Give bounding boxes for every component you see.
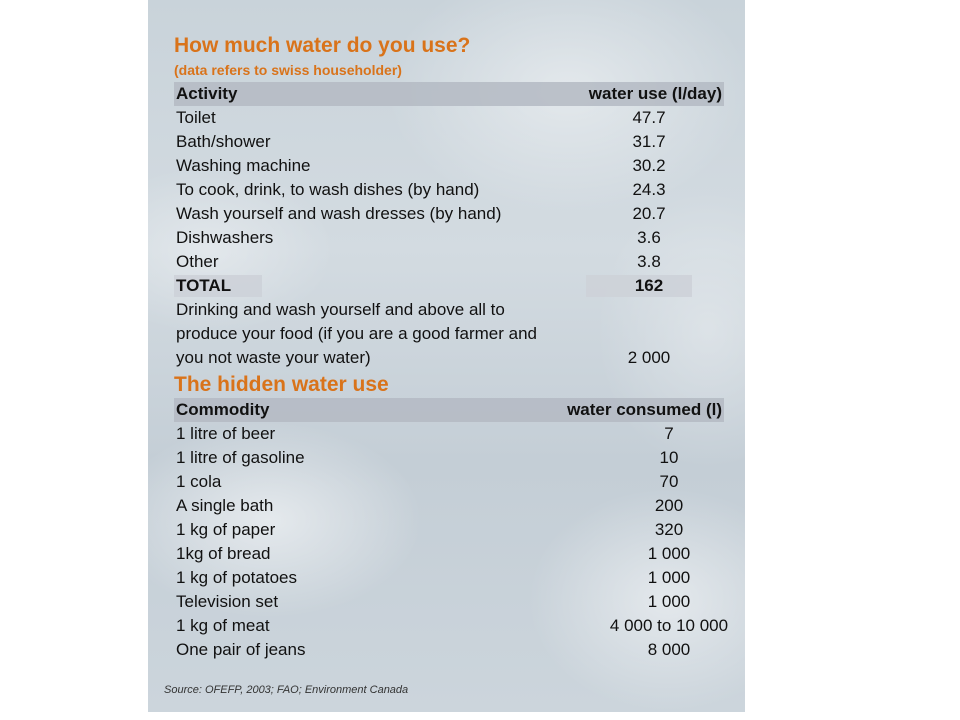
row-label: 1 kg of potatoes (176, 568, 297, 587)
row-label: Bath/shower (176, 132, 271, 151)
row-value: 1 000 (647, 544, 691, 563)
row-label: 1 cola (176, 472, 222, 491)
source-note: Source: OFEFP, 2003; FAO; Environment Canada (164, 684, 409, 696)
row-value: 10 (659, 448, 679, 467)
header-water-use: water use (l/day) (588, 84, 722, 103)
row-value: 30.2 (632, 156, 666, 175)
row-label: Other (176, 252, 219, 271)
slide-panel (148, 0, 745, 712)
table-row (174, 446, 724, 470)
row-label: To cook, drink, to wash dishes (by hand) (176, 180, 480, 199)
extra-row (174, 298, 724, 370)
page-subtitle: (data refers to swiss householder) (174, 62, 402, 78)
table-row (174, 154, 724, 178)
table-header (174, 398, 724, 422)
table-row (174, 590, 724, 614)
page-title: How much water do you use? (174, 34, 471, 57)
row-value: 1 000 (647, 592, 691, 611)
row-value: 47.7 (632, 108, 666, 127)
row-label: 1 litre of beer (176, 424, 276, 443)
row-label: 1 litre of gasoline (176, 448, 305, 467)
table-row (174, 178, 724, 202)
row-value: 31.7 (632, 132, 666, 151)
total-row (174, 274, 724, 298)
row-value: 3.8 (637, 252, 661, 271)
extra-value: 2 000 (627, 348, 671, 367)
row-value: 4 000 to 10 000 (609, 616, 729, 635)
table-row (174, 106, 724, 130)
table-row (174, 542, 724, 566)
row-label: Television set (176, 592, 279, 611)
table-row (174, 614, 729, 638)
table-body (174, 422, 729, 662)
row-label: Wash yourself and wash dresses (by hand) (176, 204, 502, 223)
row-label: Washing machine (176, 156, 311, 175)
table-row (174, 226, 724, 250)
row-label: 1 kg of meat (176, 616, 270, 635)
row-value: 3.6 (637, 228, 661, 247)
content (174, 32, 729, 662)
row-label: One pair of jeans (176, 640, 306, 659)
extra-label: Drinking and wash yourself and above all to produce your food (if you are a good farmer and you not waste your water) (176, 300, 537, 367)
table-row (174, 518, 724, 542)
table-row (174, 250, 724, 274)
table-header (174, 82, 724, 106)
water-use-table (174, 82, 724, 370)
section-title-hidden-water: The hidden water use (174, 373, 389, 396)
row-value: 1 000 (647, 568, 691, 587)
row-label: Toilet (176, 108, 216, 127)
table-row (174, 494, 724, 518)
row-label: 1kg of bread (176, 544, 271, 563)
row-value: 7 (664, 424, 674, 443)
total-value: 162 (634, 276, 664, 295)
table-row (174, 202, 724, 226)
total-label: TOTAL (176, 276, 232, 295)
header-water-consumed: water consumed (l) (567, 400, 722, 419)
table-row (174, 638, 724, 662)
row-value: 20.7 (632, 204, 666, 223)
row-value: 24.3 (632, 180, 666, 199)
row-label: Dishwashers (176, 228, 274, 247)
header-commodity: Commodity (176, 400, 270, 419)
row-value: 200 (654, 496, 684, 515)
row-value: 70 (659, 472, 679, 491)
row-value: 8 000 (647, 640, 691, 659)
header-activity: Activity (176, 84, 238, 103)
row-value: 320 (654, 520, 684, 539)
hidden-water-table (174, 398, 729, 662)
table-row (174, 470, 724, 494)
table-body (174, 106, 724, 274)
row-label: 1 kg of paper (176, 520, 276, 539)
row-label: A single bath (176, 496, 274, 515)
table-row (174, 422, 724, 446)
table-row (174, 130, 724, 154)
table-row (174, 566, 724, 590)
